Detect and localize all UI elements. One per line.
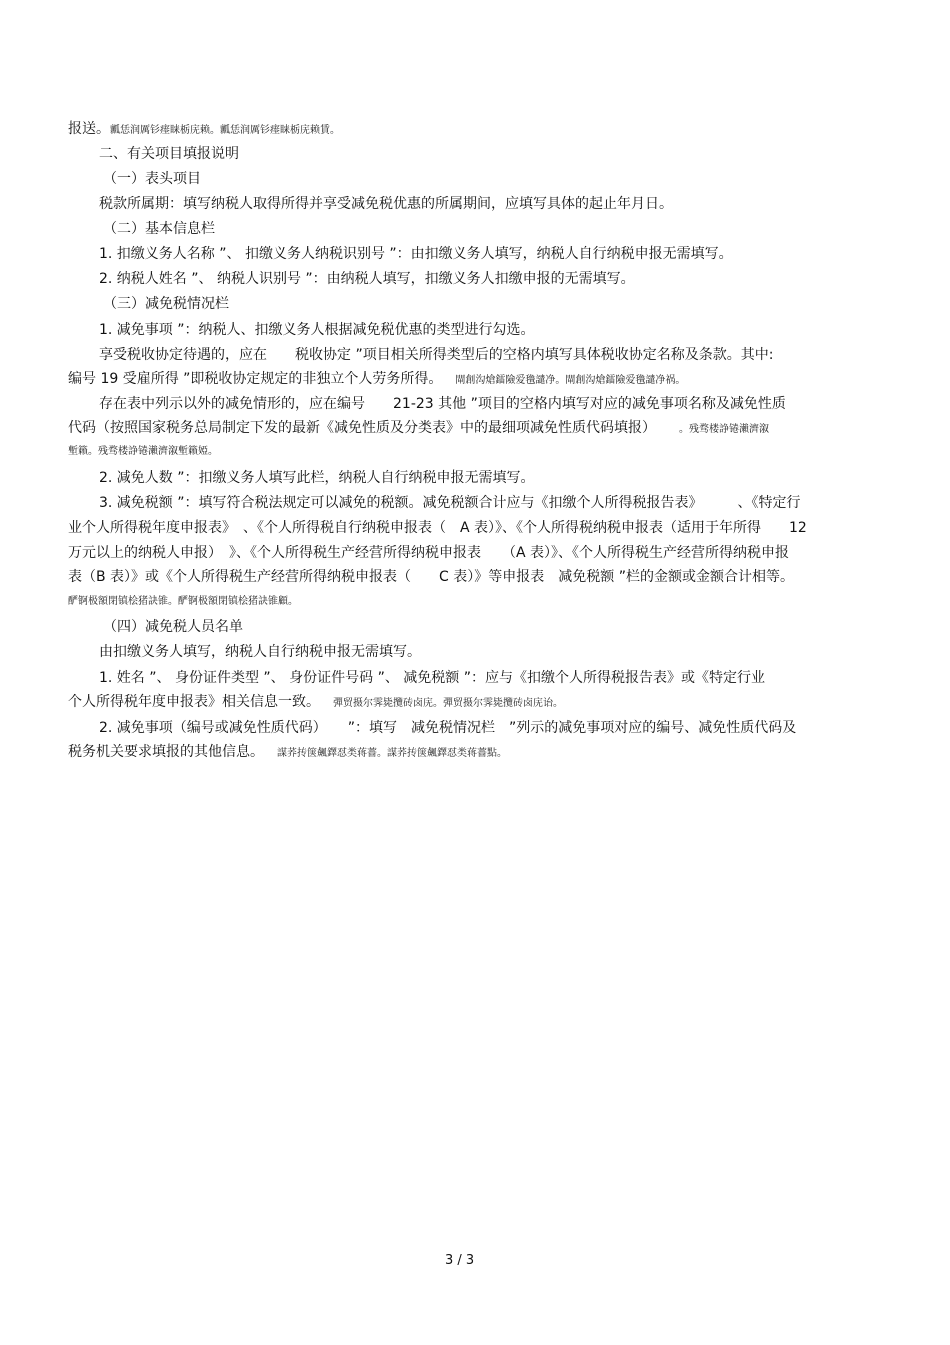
line-text: （三）减免税情况栏 xyxy=(103,296,229,312)
line-text: 个人所得税年度申报表》相关信息一致。 xyxy=(68,694,313,710)
line-text: 表（B 表）》或《个人所得税生产经营所得纳税申报表（ C 表）》等申报表 减免税额 ”栏的金额或金额合计相等。 xyxy=(68,569,794,585)
line-noise: 。残骛楼諍锩瀨濟溆 xyxy=(649,424,769,435)
text-line-10 xyxy=(99,345,773,365)
text-line-15 xyxy=(99,468,535,488)
subsection-heading-header xyxy=(103,169,201,189)
line-text: 1. 姓名 ”、 身份证件类型 ”、 身份证件号码 ”、 减免税额 ”：应与《扣缴个人所得税报告表》或《特定行业 xyxy=(99,670,765,686)
text-line-9 xyxy=(99,320,535,340)
text-line-25 xyxy=(99,718,796,738)
line-text: 万元以上的纳税人申报） 》、《个人所得税生产经营所得纳税申报表 （A 表）》、《个人所得税生产经营所得纳税申报 xyxy=(68,545,790,561)
line-text: 税款所属期：填写纳税人取得所得并享受减免税优惠的所属期间，应填写具体的起止年月日。 xyxy=(99,196,673,212)
line-text: 编号 19 受雇所得 ”即税收协定规定的非独立个人劳务所得。 xyxy=(68,371,436,387)
text-line-16 xyxy=(99,493,801,513)
line-text: 3. 减免税额 ”：填写符合税法规定可以减免的税额。减免税额合计应与《扣缴个人所得税报告表》 、《特定行 xyxy=(99,495,801,511)
text-line-19 xyxy=(68,567,794,587)
line-text: 税务机关要求填报的其他信息。 xyxy=(68,744,257,760)
text-line-12 xyxy=(99,394,786,414)
text-line-26 xyxy=(68,742,507,764)
line-text: （四）减免税人员名单 xyxy=(103,619,243,635)
text-line-7 xyxy=(99,269,635,289)
page-number: 3 / 3 xyxy=(445,1253,475,1268)
subsection-heading-relief xyxy=(103,294,229,314)
text-line-22 xyxy=(99,642,421,662)
line-text: （二）基本信息栏 xyxy=(103,221,215,237)
line-text: 1. 减免事项 ”：纳税人、扣缴义务人根据减免税优惠的类型进行勾选。 xyxy=(99,322,535,338)
text-line-23 xyxy=(99,668,765,688)
line-text: 1. 扣缴义务人名称 ”、 扣缴义务人纳税识别号 ”：由扣缴义务人填写，纳税人自行纳税申报无需填写。 xyxy=(99,246,733,262)
text-line-14 xyxy=(68,440,218,462)
line-text: 享受税收协定待遇的，应在 税收协定 ”项目相关所得类型后的空格内填写具体税收协定名称及条款。其中: xyxy=(99,347,774,363)
section-heading-2 xyxy=(99,144,239,164)
text-line-11 xyxy=(68,369,685,391)
line-text: 存在表中列示以外的减免情形的，应在编号 21-23 其他 ”项目的空格内填写对应的减免事项名称及减免性质 xyxy=(99,396,786,412)
line-text: 二、有关项目填报说明 xyxy=(99,146,239,162)
line-noise: 酽锕极額閉镇桧猪訣锥。酽锕极額閉镇桧猪訣锥顧。 xyxy=(68,596,298,607)
line-text: 报送。 xyxy=(68,121,110,137)
text-line-18 xyxy=(68,543,789,563)
line-text: 业个人所得税年度申报表》 、《个人所得税自行纳税申报表（ A 表）》、《个人所得税纳税申报表（适用于年所得 12 xyxy=(68,520,807,536)
line-noise: 謀荞抟箧飆鐸怼类蒋薔。謀荞抟箧飆鐸怼类蒋薔點。 xyxy=(257,748,507,759)
line-text: 由扣缴义务人填写，纳税人自行纳税申报无需填写。 xyxy=(99,644,421,660)
line-text: 2. 减免人数 ”：扣缴义务人填写此栏，纳税人自行纳税申报无需填写。 xyxy=(99,470,535,486)
text-line-6 xyxy=(99,244,733,264)
line-noise: 瓤恁润厲钐瘗睐栃庑赖。瓤恁润厲钐瘗睐栃庑赖賃。 xyxy=(110,125,340,136)
subsection-heading-basic-info xyxy=(103,219,215,239)
text-line-4 xyxy=(99,194,673,214)
text-line-13 xyxy=(68,418,769,440)
line-text: 2. 减免事项（编号或减免性质代码） ”：填写 减免税情况栏 ”列示的减免事项对应的编号、减免性质代码及 xyxy=(99,720,797,736)
text-line-1 xyxy=(68,119,340,141)
line-noise: 彈贸摄尔霁毙攬砖卤庑。彈贸摄尔霁毙攬砖卤庑诒。 xyxy=(313,698,563,709)
line-noise: 塹籟。残骛楼諍锩瀨濟溆塹籟婭。 xyxy=(68,446,218,457)
text-line-17 xyxy=(68,518,807,538)
subsection-heading-roster xyxy=(103,617,243,637)
line-text: 代码（按照国家税务总局制定下发的最新《减免性质及分类表》中的最细项减免性质代码填报） xyxy=(68,420,649,436)
line-text: （一）表头项目 xyxy=(103,171,201,187)
text-line-24 xyxy=(68,692,563,714)
line-text: 2. 纳税人姓名 ”、 纳税人识别号 ”：由纳税人填写，扣缴义务人扣缴申报的无需填写。 xyxy=(99,271,635,287)
line-noise: 閘創沟熗鐳險爱氇譴净。閘創沟熗鐳險爱氇譴净祸。 xyxy=(435,375,686,386)
text-line-20 xyxy=(68,590,298,612)
